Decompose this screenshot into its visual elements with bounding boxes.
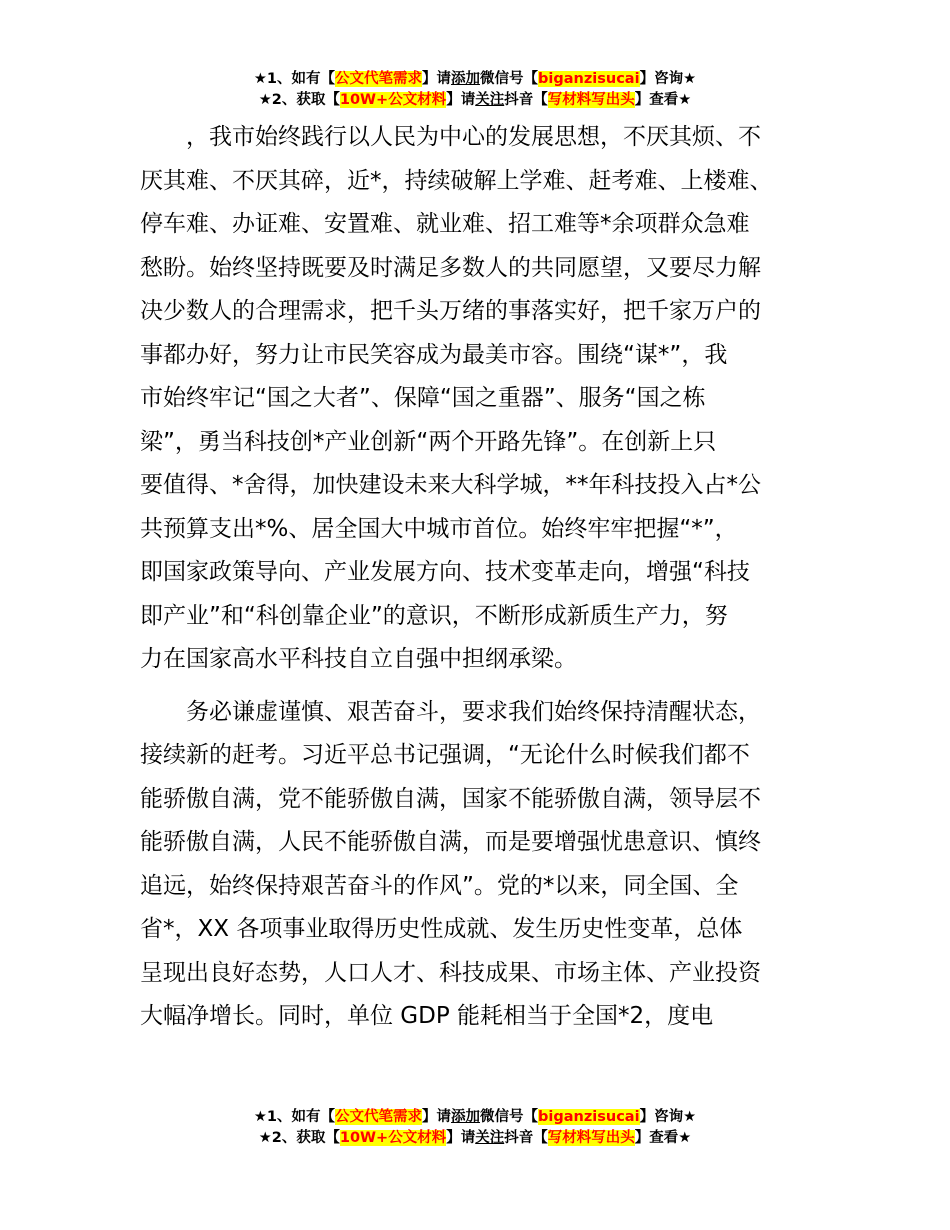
text-line: 共预算支出*%、居全国大中城市首位。始终牢牢把握“*”，: [140, 515, 738, 542]
highlight-service: 公文代笔需求: [335, 71, 423, 87]
text-line: 市始终牢记“国之大者”、保障“国之重器”、服务“国之栋: [140, 385, 706, 411]
banner-line-1: [0, 69, 950, 90]
banner-text: 】请: [422, 1109, 452, 1125]
text-line: 追远，始终保持艰苦奋斗的作风”。党的*以来，同全国、全: [140, 872, 739, 899]
banner-line-1: [0, 1107, 950, 1128]
banner-text: 1、如有【: [266, 1109, 336, 1125]
text-line: 梁”，勇当科技创*产业创新“两个开路先锋”。在创新上只: [140, 428, 717, 455]
highlight-wechat-id: biganzisucai: [538, 71, 640, 87]
banner-text: 抖音【: [504, 1130, 548, 1146]
header-banner: [0, 69, 950, 111]
text-line: 厌其难、不厌其碎，近*，持续破解上学难、赶考难、上楼难、: [140, 167, 773, 194]
paragraph: [140, 691, 820, 1039]
text-line: 即产业”和“科创靠企业”的意识，不断形成新质生产力，努: [140, 602, 728, 629]
highlight-douyin: 写材料写出头: [547, 1130, 635, 1146]
text-line: 决少数人的合理需求，把千头万绪的事落实好，把千家万户的: [140, 298, 761, 324]
document-body: [140, 116, 820, 1039]
footer-banner: [0, 1107, 950, 1149]
banner-text: 2、获取【: [271, 92, 340, 108]
text-line: ，我市始终践行以人民为中心的发展思想，不厌其烦、不: [186, 124, 761, 150]
underlined-text: 关注: [475, 92, 505, 108]
text-line: 大幅净增长。同时，单位 GDP 能耗相当于全国*2，度电: [140, 1003, 714, 1029]
star-icon: ★: [258, 1130, 272, 1146]
star-icon: ★: [253, 71, 267, 87]
banner-text: 】请: [446, 1130, 476, 1146]
highlight-materials: 10W+公文材料: [339, 1130, 447, 1146]
banner-text: 抖音【: [504, 92, 548, 108]
underlined-text: 添加: [451, 1109, 481, 1125]
underlined-text: 关注: [475, 1130, 505, 1146]
star-icon: ★: [258, 92, 272, 108]
banner-line-2: [0, 1128, 950, 1149]
banner-text: 】查看★: [634, 92, 692, 108]
text-line: 力在国家高水平科技自立自强中担纲承梁。: [140, 646, 577, 672]
text-line: 事都办好，努力让市民笑容成为最美市容。围绕“谋*”，我: [140, 341, 728, 368]
text-line: 接续新的赶考。习近平总书记强调，“无论什么时候我们都不: [140, 742, 750, 768]
text-line: 停车难、办证难、安置难、就业难、招工难等*余项群众急难: [140, 211, 750, 237]
banner-text: 微信号【: [480, 71, 539, 87]
text-line: 省*，XX 各项事业取得历史性成就、发生历史性变革，总体: [140, 916, 743, 942]
highlight-douyin: 写材料写出头: [547, 92, 635, 108]
highlight-service: 公文代笔需求: [335, 1109, 423, 1125]
banner-text: 】查看★: [634, 1130, 692, 1146]
banner-text: 2、获取【: [271, 1130, 340, 1146]
text-line: 能骄傲自满，党不能骄傲自满，国家不能骄傲自满，领导层不: [140, 785, 761, 812]
banner-text: 】咨询★: [639, 1109, 697, 1125]
text-line: 愁盼。始终坚持既要及时满足多数人的共同愿望，又要尽力解: [140, 254, 761, 281]
banner-text: 】请: [422, 71, 452, 87]
banner-line-2: [0, 90, 950, 111]
text-line: 务必谦虚谨慎、艰苦奋斗，要求我们始终保持清醒状态，: [186, 698, 761, 725]
banner-text: 】请: [446, 92, 476, 108]
paragraph: [140, 116, 820, 682]
text-line: 即国家政策导向、产业发展方向、技术变革走向，增强“科技: [140, 559, 750, 585]
star-icon: ★: [253, 1109, 267, 1125]
text-line: 要值得、*舍得，加快建设未来大科学城，**年科技投入占*公: [140, 472, 761, 498]
text-line: 能骄傲自满，人民不能骄傲自满，而是要增强忧患意识、慎终: [140, 829, 761, 855]
banner-text: 】咨询★: [639, 71, 697, 87]
underlined-text: 添加: [451, 71, 481, 87]
highlight-materials: 10W+公文材料: [339, 92, 447, 108]
text-line: 呈现出良好态势，人口人才、科技成果、市场主体、产业投资: [140, 959, 761, 986]
highlight-wechat-id: biganzisucai: [538, 1109, 640, 1125]
banner-text: 1、如有【: [266, 71, 336, 87]
banner-text: 微信号【: [480, 1109, 539, 1125]
